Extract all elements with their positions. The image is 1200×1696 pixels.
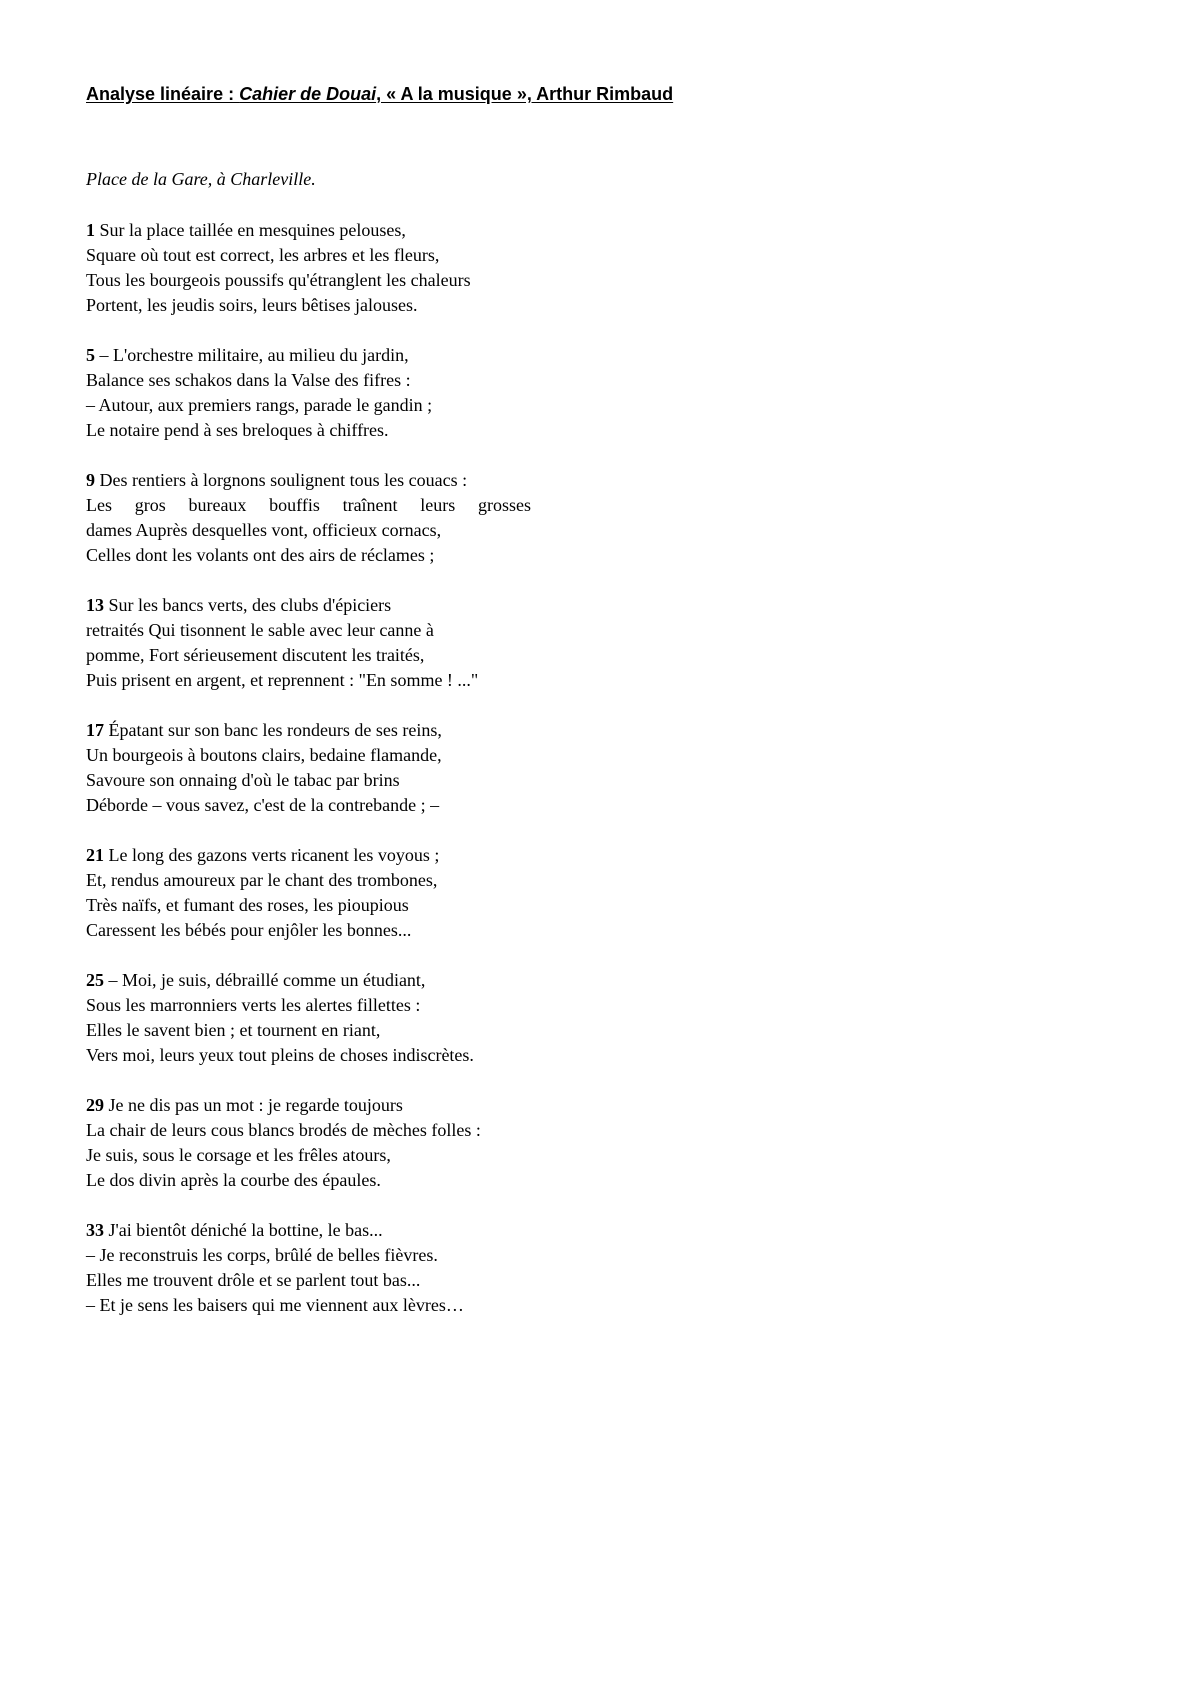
verse-text: Sur la place taillée en mesquines pelouses,: [95, 220, 406, 240]
verse-line: Très naïfs, et fumant des roses, les pioupious: [86, 895, 409, 915]
verse-text: Je ne dis pas un mot : je regarde toujours: [104, 1095, 403, 1115]
verse-line: [86, 343, 531, 368]
verse-line: – Et je sens les baisers qui me viennent aux lèvres…: [86, 1295, 464, 1315]
verse-text: Épatant sur son banc les rondeurs de ses reins,: [104, 720, 442, 740]
poem-body: [86, 218, 531, 1343]
document-title: [86, 84, 673, 105]
poem-subtitle: Place de la Gare, à Charleville.: [86, 169, 316, 189]
stanza-29: [86, 1093, 531, 1193]
stanza-number: 21: [86, 845, 104, 865]
verse-line: Déborde – vous savez, c'est de la contrebande ; –: [86, 795, 440, 815]
verse-text: Le long des gazons verts ricanent les voyous ;: [104, 845, 440, 865]
verse-line: La chair de leurs cous blancs brodés de mèches folles :: [86, 1120, 481, 1140]
stanza-17: [86, 718, 531, 818]
verse-line: Le notaire pend à ses breloques à chiffres.: [86, 420, 389, 440]
stanza-21: [86, 843, 531, 943]
stanza-number: 1: [86, 220, 95, 240]
stanza-number: 17: [86, 720, 104, 740]
verse-line: pomme, Fort sérieusement discutent les traités,: [86, 645, 425, 665]
stanza-number: 25: [86, 970, 104, 990]
stanza-25: [86, 968, 531, 1068]
verse-line: Vers moi, leurs yeux tout pleins de choses indiscrètes.: [86, 1045, 474, 1065]
verse-line: retraités Qui tisonnent le sable avec leur canne à: [86, 620, 434, 640]
verse-text: Sur les bancs verts, des clubs d'épiciers: [104, 595, 392, 615]
stanza-number: 33: [86, 1220, 104, 1240]
verse-line: Savoure son onnaing d'où le tabac par brins: [86, 770, 400, 790]
verse-line: [86, 968, 531, 993]
verse-line: Elles me trouvent drôle et se parlent tout bas...: [86, 1270, 421, 1290]
stanza-number: 9: [86, 470, 95, 490]
verse-line: Le dos divin après la courbe des épaules.: [86, 1170, 381, 1190]
stanza-number: 13: [86, 595, 104, 615]
verse-line: [86, 843, 531, 868]
verse-line: [86, 718, 531, 743]
verse-line: Caressent les bébés pour enjôler les bonnes...: [86, 920, 412, 940]
verse-text: – L'orchestre militaire, au milieu du jardin,: [95, 345, 409, 365]
verse-line: [86, 593, 531, 618]
verse-line: Les gros bureaux bouffis traînent leurs grosses: [86, 495, 531, 515]
verse-line: [86, 468, 531, 493]
verse-line: Je suis, sous le corsage et les frêles atours,: [86, 1145, 391, 1165]
verse-line: Balance ses schakos dans la Valse des fifres :: [86, 370, 411, 390]
title-prefix: Analyse linéaire :: [86, 84, 240, 104]
verse-line: Celles dont les volants ont des airs de réclames ;: [86, 545, 435, 565]
verse-text: Des rentiers à lorgnons soulignent tous les couacs :: [95, 470, 468, 490]
verse-line: Portent, les jeudis soirs, leurs bêtises jalouses.: [86, 295, 418, 315]
stanza-number: 29: [86, 1095, 104, 1115]
verse-text: J'ai bientôt déniché la bottine, le bas...: [104, 1220, 383, 1240]
verse-line: Sous les marronniers verts les alertes fillettes :: [86, 995, 421, 1015]
verse-line: Tous les bourgeois poussifs qu'étranglent les chaleurs: [86, 270, 471, 290]
verse-line: Puis prisent en argent, et reprennent : "En somme ! ...": [86, 670, 479, 690]
stanza-9: [86, 468, 531, 568]
verse-line: Et, rendus amoureux par le chant des trombones,: [86, 870, 438, 890]
title-suffix: , « A la musique », Arthur Rimbaud: [376, 84, 674, 104]
verse-text: – Moi, je suis, débraillé comme un étudiant,: [104, 970, 426, 990]
verse-line: [86, 1218, 531, 1243]
stanza-13: [86, 593, 531, 693]
verse-line: Un bourgeois à boutons clairs, bedaine flamande,: [86, 745, 442, 765]
stanza-number: 5: [86, 345, 95, 365]
stanza-1: [86, 218, 531, 318]
stanza-33: [86, 1218, 531, 1318]
verse-line: Square où tout est correct, les arbres et les fleurs,: [86, 245, 440, 265]
verse-line: [86, 218, 531, 243]
title-work: Cahier de Douai: [239, 84, 377, 104]
verse-line: – Je reconstruis les corps, brûlé de belles fièvres.: [86, 1245, 438, 1265]
verse-line: dames Auprès desquelles vont, officieux cornacs,: [86, 520, 442, 540]
verse-line: [86, 1093, 531, 1118]
stanza-5: [86, 343, 531, 443]
verse-line: – Autour, aux premiers rangs, parade le gandin ;: [86, 395, 433, 415]
verse-line: Elles le savent bien ; et tournent en riant,: [86, 1020, 381, 1040]
